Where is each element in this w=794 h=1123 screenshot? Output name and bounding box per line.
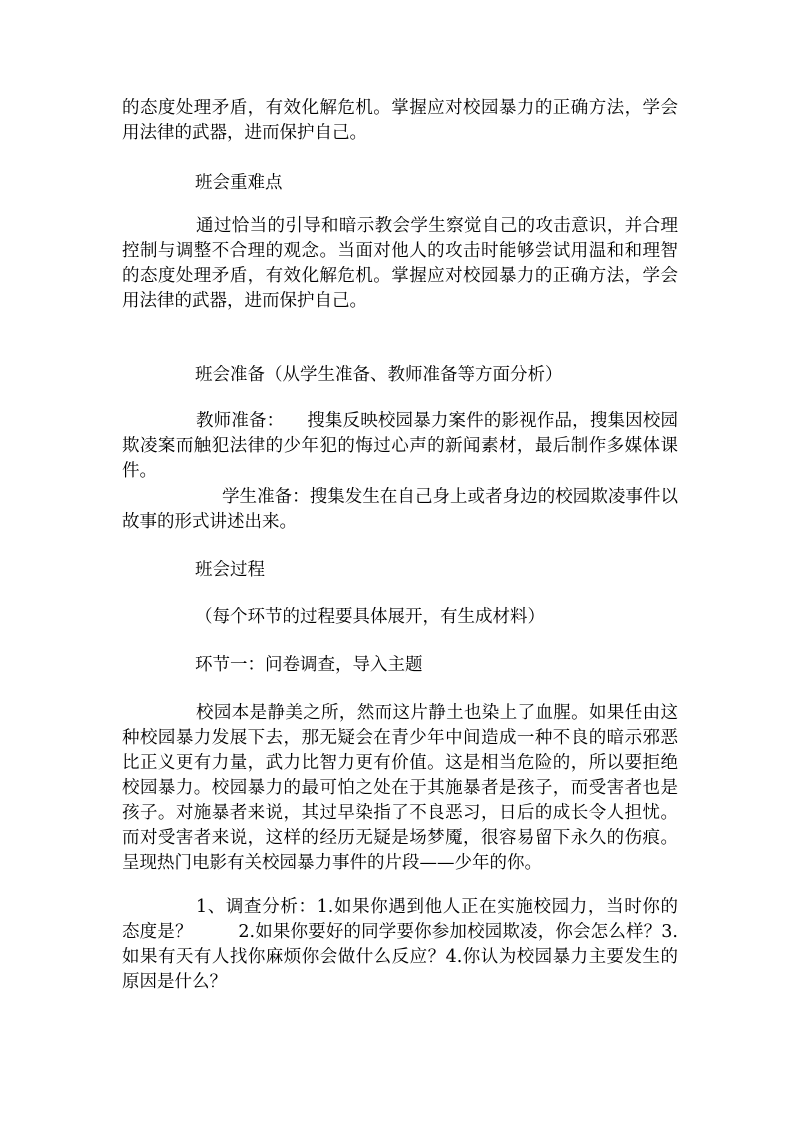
continuation-paragraph: 的态度处理矛盾，有效化解危机。掌握应对校园暴力的正确方法，学会用法律的武器，进而保护自己。 bbox=[122, 98, 678, 143]
step1-paragraph: 校园本是静美之所，然而这片静土也染上了血腥。如果任由这种校园暴力发展下去，那无疑会在青少年中间造成一种不良的暗示邪恶比正义更有力量，武力比智力更有价值。这是相当危险的，所以要拒绝校园暴力。校园暴力的最可怕之处在于其施暴者是孩子，而受害者也是孩子。对施暴者来说，其过早染指了不良恶习，日后的成长令人担忧。而对受害者来说，这样的经历无疑是场梦魇，很容易留下永久的伤痕。呈现热门电影有关校园暴力事件的片段——少年的你。 bbox=[122, 703, 678, 873]
student-preparation-paragraph: 学生准备：搜集发生在自己身上或者身边的校园欺凌事件以故事的形式讲述出来。 bbox=[122, 487, 678, 532]
teacher-preparation-paragraph: 教师准备： 搜集反映校园暴力案件的影视作品，搜集因校园欺凌案而触犯法律的少年犯的悔过心声的新闻素材，最后制作多媒体课件。 bbox=[122, 411, 678, 481]
process-note: （每个环节的过程要具体展开，有生成材料） bbox=[195, 607, 545, 627]
process-heading: 班会过程 bbox=[195, 560, 265, 580]
key-points-paragraph: 通过恰当的引导和暗示教会学生察觉自己的攻击意识，并合理控制与调整不合理的观念。当面对他人的攻击时能够尝试用温和和理智的态度处理矛盾，有效化解危机。掌握应对校园暴力的正确方法，学会用法律的武器，进而保护自己。 bbox=[122, 216, 678, 311]
survey-paragraph: 1、调查分析：1.如果你遇到他人正在实施校园力，当时你的态度是？ 2.如果你要好的同学要你参加校园欺凌，你会怎么样？3.如果有天有人找你麻烦你会做什么反应？4.你认为校园暴力主要发生的原因是什么？ bbox=[122, 897, 678, 992]
key-points-heading: 班会重难点 bbox=[195, 173, 283, 193]
preparation-heading: 班会准备（从学生准备、教师准备等方面分析） bbox=[195, 365, 563, 385]
step1-heading: 环节一：问卷调查，导入主题 bbox=[195, 655, 423, 675]
